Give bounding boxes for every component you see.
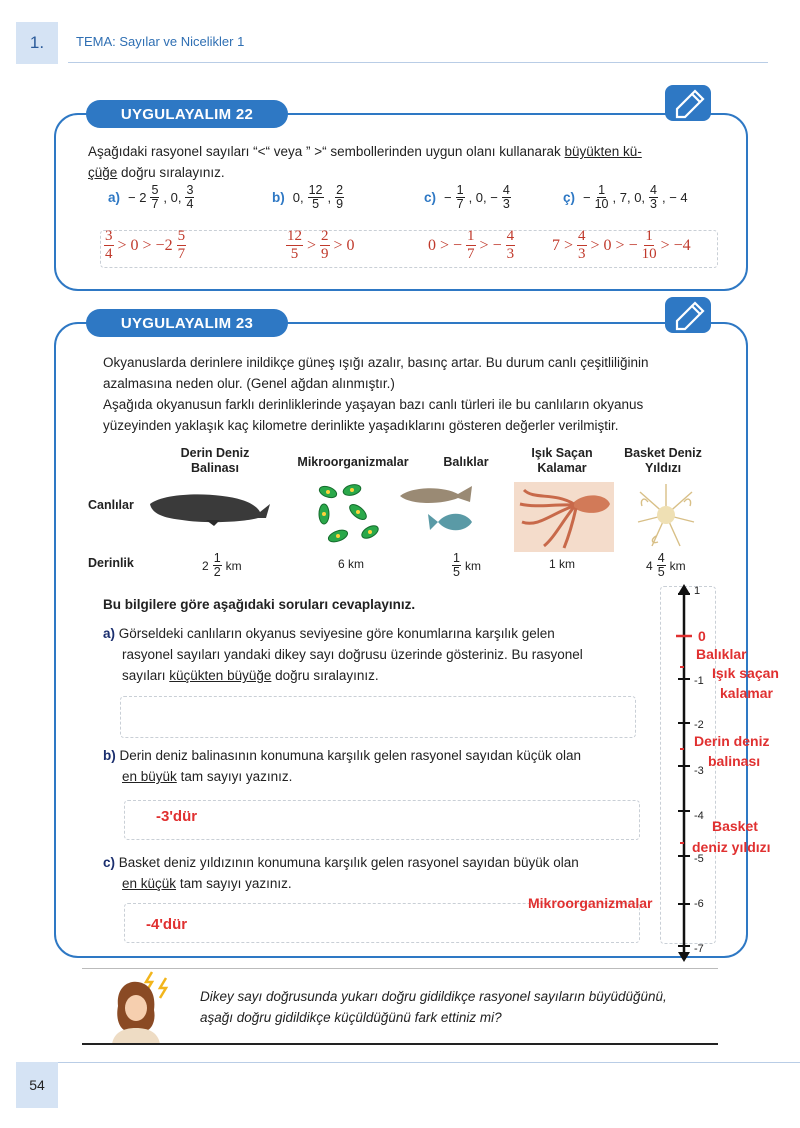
tick-label: 1 xyxy=(694,585,701,597)
row-creatures-label: Canlılar xyxy=(88,498,134,512)
question-a: a) Görseldeki canlıların okyanus seviyesine göre konumlarına karşılık gelen rasyonel sayıları yandaki dikey sayı doğrusu üzerinde gösteriniz. Bu rasyonel sayıları küçükten büyüğe doğru sıralayınız. xyxy=(103,626,583,683)
header-divider xyxy=(68,62,768,63)
tick-label: -3 xyxy=(694,765,704,777)
tick-label: -2 xyxy=(694,719,704,731)
annotation-starfish-2: deniz yıldızı xyxy=(692,839,771,855)
exercise-23-intro: Okyanuslarda derinlere inildikçe güneş ışığı azalır, basınç artar. Bu durum canlı çeşitliliğinin azalmasına neden olur. (Genel ağdan alınmıştır.) Aşağıda okyanusun farklı derinliklerinde yaşayan bazı canlı türleri ile bu canlıların okyanus yüzeyinden yaklaşık kaç kilometre derinlikte yaşadıklarını gösteren değerler verilmiştir. xyxy=(103,355,649,433)
exercise-23-title: UYGULAYALIM 23 xyxy=(86,309,288,337)
note-top-rule xyxy=(82,968,718,969)
squid-image xyxy=(514,482,614,557)
unit-number: 1. xyxy=(16,22,58,64)
depth-microorganisms: 6 km xyxy=(338,557,365,571)
depth-starfish: 4 $\frac{4}{5}$ km xyxy=(646,551,686,579)
column-fish: Balıklar xyxy=(443,455,489,469)
item-a-label: a) xyxy=(108,190,121,205)
tick-label: -5 xyxy=(694,853,704,865)
question-b: b) Derin deniz balinasının konumuna karşılık gelen rasyonel sayıdan küçük olan en büyük tam sayıyı yazınız. xyxy=(103,748,582,784)
microorganisms-image xyxy=(314,482,384,551)
whale-image xyxy=(146,488,272,533)
note-bottom-rule xyxy=(82,1043,718,1045)
depth-fish: $\frac{1}{5}$ km xyxy=(453,551,481,579)
exercise-22-prompt: Aşağıdaki rasyonel sayıları “<“ veya ” >“ sembollerinden uygun olanı kullanarak büyükten kü- çüğe doğru sıralayınız. xyxy=(88,144,642,180)
item-c-numbers: − $\frac{1}{7}$ , 0, − $\frac{4}{3}$ xyxy=(444,183,510,211)
item-c xyxy=(424,184,511,211)
item-b-label: b) xyxy=(272,190,285,205)
tick-label: -7 xyxy=(694,943,704,955)
mark-starfish xyxy=(680,842,684,844)
tick-label: -6 xyxy=(694,898,704,910)
starfish-image xyxy=(636,482,696,553)
answer-c-text: -4'dür xyxy=(146,916,188,933)
item-a-numbers: − 2 $\frac{5}{7}$ , 0, $\frac{3}{4}$ xyxy=(128,183,194,211)
column-starfish: Basket Deniz Yıldızı xyxy=(624,446,702,475)
question-c: c) Basket deniz yıldızının konumuna karşılık gelen rasyonel sayıdan büyük olan en küçük tam sayıyı yazınız. xyxy=(103,855,579,891)
note-text: Dikey sayı doğrusunda yukarı doğru gidildikçe rasyonel sayıların büyüdüğünü, aşağı doğru gidildikçe küçüldüğünü fark ettiniz mi? xyxy=(200,989,667,1025)
item-c-cedilla-label: ç) xyxy=(563,190,576,205)
answer-a: $\frac{3}{4}$ > 0 > −2 $\frac{5}{7}$ xyxy=(105,228,186,262)
annotation-whale-1: Derin deniz xyxy=(694,733,770,749)
page-number: 54 xyxy=(16,1062,58,1108)
answer-field-a[interactable] xyxy=(120,696,636,738)
number-line xyxy=(676,584,696,966)
answer-b: $\frac{12}{5}$ > $\frac{2}{9}$ > 0 xyxy=(287,228,355,262)
mark-squid xyxy=(680,666,684,668)
column-whale: Derin Deniz Balinası xyxy=(180,446,250,475)
tick-label: -1 xyxy=(694,675,704,687)
annotation-squid-1: Işık saçan xyxy=(712,665,779,681)
tick-label-zero: 0 xyxy=(698,628,706,644)
item-c-label: c) xyxy=(424,190,437,205)
annotation-microorganisms: Mikroorganizmalar xyxy=(528,895,653,911)
annotation-fish: Balıklar xyxy=(696,646,747,662)
mark-whale xyxy=(680,748,684,750)
footer-divider xyxy=(56,1062,800,1063)
theme-title: TEMA: Sayılar ve Nicelikler 1 xyxy=(76,34,245,49)
pencil-icon xyxy=(665,85,711,121)
answer-c: 0 > − $\frac{1}{7}$ > − $\frac{4}{3}$ xyxy=(428,228,515,262)
annotation-squid-2: kalamar xyxy=(720,685,773,701)
depth-squid: 1 km xyxy=(549,557,576,571)
answer-b-text: -3'dür xyxy=(156,808,198,825)
tick-label: -4 xyxy=(694,810,704,822)
questions-heading: Bu bilgilere göre aşağıdaki soruları cevaplayınız. xyxy=(103,597,416,612)
item-c-cedilla-numbers: − $\frac{1}{10}$ , 7, 0, $\frac{4}{3}$ , − 4 xyxy=(583,183,688,211)
answer-c-cedilla: 7 > $\frac{4}{3}$ > 0 > − $\frac{1}{10}$ > −4 xyxy=(552,228,691,262)
row-depth-label: Derinlik xyxy=(88,556,134,570)
exercise-22-title: UYGULAYALIM 22 xyxy=(86,100,288,128)
item-a xyxy=(108,184,194,211)
student-avatar xyxy=(104,970,176,1049)
annotation-whale-2: balinası xyxy=(708,753,761,769)
column-microorganisms: Mikroorganizmalar xyxy=(297,455,409,469)
annotation-starfish-1: Basket xyxy=(712,818,758,834)
item-b xyxy=(272,184,344,211)
fish-image xyxy=(396,482,478,545)
pencil-icon xyxy=(665,297,711,333)
column-squid: Işık Saçan Kalamar xyxy=(531,446,593,475)
depth-whale: 2 $\frac{1}{2}$ km xyxy=(202,551,242,579)
answer-field-b[interactable] xyxy=(124,800,640,840)
item-b-numbers: 0, $\frac{12}{5}$ , $\frac{2}{9}$ xyxy=(292,183,344,211)
item-c-cedilla xyxy=(563,184,688,211)
